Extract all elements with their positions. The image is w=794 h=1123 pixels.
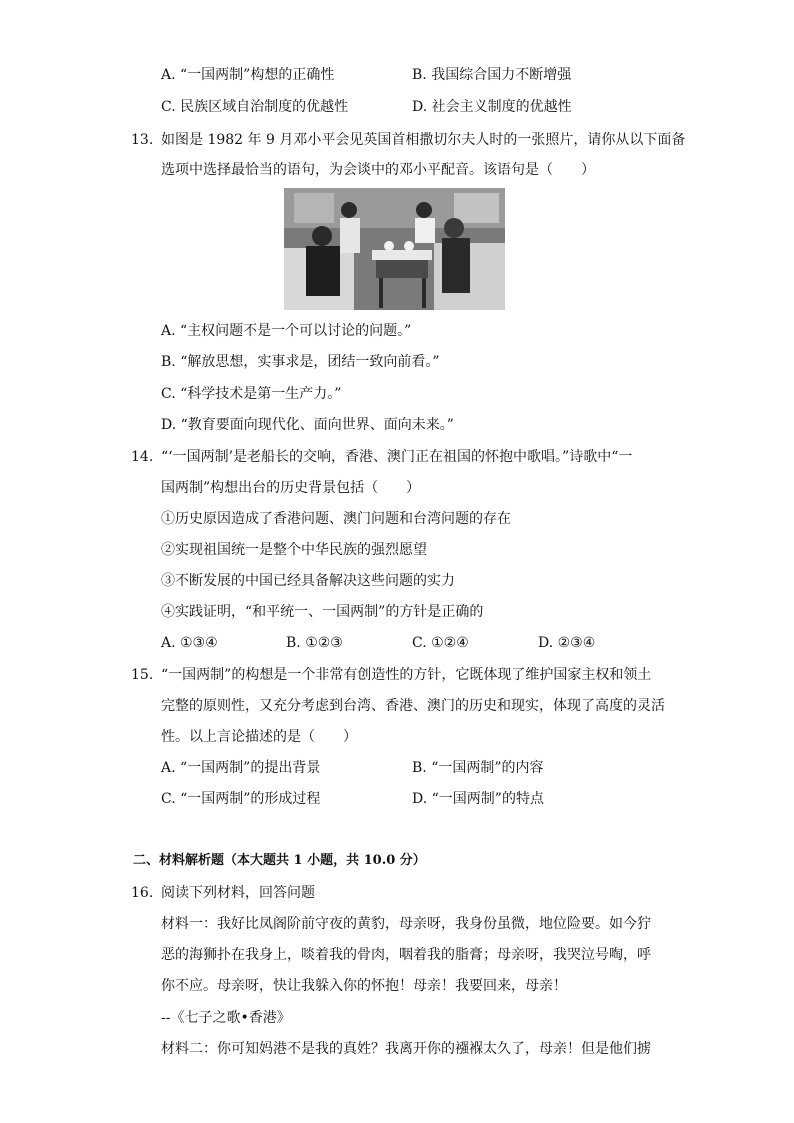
q16-material1-line3: 你不应。母亲呀，快让我躲入你的怀抱！母亲！我要回来，母亲！ xyxy=(161,978,567,994)
section-2-title: 二、材料解析题（本大题共 1 小题，共 10.0 分） xyxy=(133,853,426,868)
q14-number: 14. xyxy=(131,449,154,465)
q15-number: 15. xyxy=(131,667,154,683)
q14-stem-line1: “‘一国两制’是老船长的交响，香港、澳门正在祖国的怀抱中歌唱。”诗歌中“一 xyxy=(161,449,633,465)
q13-option-d: D. “教育要面向现代化、面向世界、面向未来。” xyxy=(161,417,454,433)
q14-option-b: B. ①②③ xyxy=(286,635,343,651)
q16-stem: 阅读下列材料，回答问题 xyxy=(161,885,315,901)
q14-item-1: ①历史原因造成了香港问题、澳门问题和台湾问题的存在 xyxy=(161,511,511,527)
q16-number: 16. xyxy=(131,885,154,901)
q13-stem-line1: 如图是 1982 年 9 月邓小平会见英国首相撒切尔夫人时的一张照片，请你从以下面备 xyxy=(161,132,686,148)
q16-material1-source: --《七子之歌•香港》 xyxy=(161,1010,291,1026)
q15-option-b: B. “一国两制”的内容 xyxy=(412,760,544,776)
meeting-photo-illustration xyxy=(284,188,505,310)
q15-stem-line2: 完整的原则性，又充分考虑到台湾、香港、澳门的历史和现实，体现了高度的灵活 xyxy=(161,698,665,714)
q15-stem-line1: “一国两制”的构想是一个非常有创造性的方针，它既体现了维护国家主权和领土 xyxy=(161,667,652,683)
q15-stem-line3: 性。以上言论描述的是（ ） xyxy=(161,729,357,745)
q13-stem-line2: 选项中选择最恰当的语句，为会谈中的邓小平配音。该语句是（ ） xyxy=(161,162,595,178)
q14-option-a: A. ①③④ xyxy=(161,635,218,651)
q12-option-d: D. 社会主义制度的优越性 xyxy=(412,99,572,115)
q12-option-c: C. 民族区域自治制度的优越性 xyxy=(161,99,349,115)
q16-material1-line2: 恶的海狮扑在我身上，啖着我的骨肉，咽着我的脂膏；母亲呀，我哭泣号啕，呼 xyxy=(161,947,651,963)
q15-option-c: C. “一国两制”的形成过程 xyxy=(161,791,321,807)
q14-item-3: ③不断发展的中国已经具备解决这些问题的实力 xyxy=(161,573,455,589)
q14-item-4: ④实践证明，“和平统一、一国两制”的方针是正确的 xyxy=(161,604,484,620)
q13-option-c: C. “科学技术是第一生产力。” xyxy=(161,386,342,402)
q15-option-a: A. “一国两制”的提出背景 xyxy=(161,760,321,776)
q15-option-d: D. “一国两制”的特点 xyxy=(412,791,544,807)
q16-material1-line1: 材料一：我好比凤阁阶前守夜的黄豹，母亲呀，我身份虽微，地位险要。如今狞 xyxy=(161,916,651,932)
q14-option-c: C. ①②④ xyxy=(412,635,469,651)
q13-number: 13. xyxy=(131,132,154,148)
q16-material2-line1: 材料二：你可知妈港不是我的真姓？我离开你的襁褓太久了，母亲！但是他们掳 xyxy=(161,1041,651,1057)
q12-option-b: B. 我国综合国力不断增强 xyxy=(412,67,572,83)
q14-item-2: ②实现祖国统一是整个中华民族的强烈愿望 xyxy=(161,542,427,558)
q13-option-b: B. “解放思想，实事求是，团结一致向前看。” xyxy=(161,354,440,370)
q14-option-d: D. ②③④ xyxy=(538,635,596,651)
q13-option-a: A. “主权问题不是一个可以讨论的问题。” xyxy=(161,323,412,339)
q12-option-a: A. “一国两制”构想的正确性 xyxy=(161,67,335,83)
q14-stem-line2: 国两制”构想出台的历史背景包括（ ） xyxy=(161,480,421,496)
meeting-photo xyxy=(284,188,505,310)
